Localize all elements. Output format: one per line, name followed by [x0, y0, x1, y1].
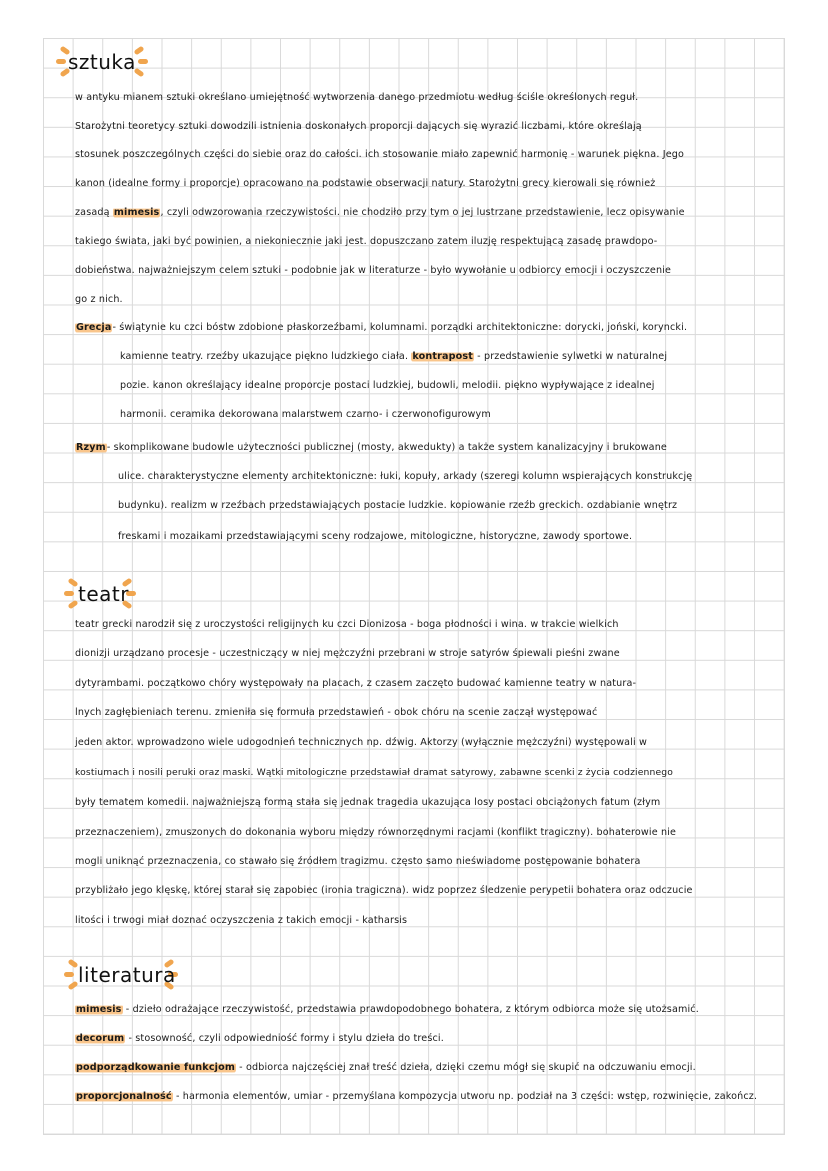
text-line [120, 350, 667, 364]
section-heading-sztuka [68, 50, 136, 74]
text-line: teatr grecki narodził się z uroczystości religijnych ku czci Dionizosa - boga płodności i wina. w trakcie wielkich [75, 619, 619, 630]
text-line: litości i trwogi miał doznać oczyszczenia z takich emocji - katharsis [75, 915, 408, 926]
text-line: go z nich. [75, 294, 123, 305]
text-segment: kamienne teatry. rzeźby ukazujące piękno ludzkiego ciała. [120, 351, 412, 362]
text-line: przybliżało jego klęskę, której starał się zapobiec (ironia tragiczna). widz poprzez śledzenie perypetii bohatera oraz odczucie [75, 885, 693, 896]
text-line: lnych zagłębieniach terenu. zmieniła się formuła przedstawień - obok chóru na scenie zaczął występować [75, 707, 598, 718]
highlighted-term: proporcjonalność [76, 1091, 172, 1102]
text-line: kanon (idealne formy i proporcje) opracowano na podstawie obserwacji natury. Starożytni grecy kierowali się również [75, 178, 656, 189]
text-segment: zasadą [75, 207, 113, 218]
text-line: jeden aktor. wprowadzono wiele udogodnień technicznych np. dźwig. Aktorzy (wyłącznie mężczyźni) występowali w [75, 737, 648, 748]
text-line: harmonii. ceramika dekorowana malarstwem czarno- i czerwonofigurowym [120, 409, 491, 420]
text-line: dobieństwa. najważniejszym celem sztuki - podobnie jak w literaturze - było wywołanie u odbiorcy emocji i oczyszczenie [75, 265, 672, 276]
term-definition-line [75, 1090, 757, 1104]
text-line: budynku). realizm w rzeźbach przedstawiających postacie ludzkie. kopiowanie rzeźb greckich. ozdabianie wnętrz [118, 500, 678, 511]
text-line: w antyku mianem sztuki określano umiejętność wytworzenia danego przedmiotu według ściśle określonych reguł. [75, 92, 639, 103]
heading-text: sztuka [68, 50, 136, 74]
definition-text: - harmonia elementów, umiar - przemyślana kompozycja utworu np. podział na 3 części: wstęp, rozwinięcie, zakończ. [172, 1091, 758, 1102]
text-line: freskami i mozaikami przedstawiającymi sceny rodzajowe, mitologiczne, historyczne, zawody sportowe. [118, 531, 633, 542]
definition-text: - stosowność, czyli odpowiedniość formy i stylu dzieła do treści. [125, 1033, 444, 1044]
term-definition-line [75, 1032, 444, 1046]
section-heading-literatura [78, 963, 176, 987]
highlighted-term: podporządkowanie funkcjom [76, 1062, 235, 1073]
rzym-entry-line [75, 441, 667, 455]
term-definition-line [75, 1003, 699, 1017]
text-line: dytyrambami. początkowo chóry występowały na placach, z czasem zaczęto budować kamienne teatry w natura- [75, 678, 637, 689]
text-line: takiego świata, jaki być powinien, a niekoniecznie jaki jest. dopuszczano zatem iluzję respektującą zasadę prawdopo- [75, 236, 658, 247]
highlighted-term: decorum [76, 1033, 125, 1044]
term-definition-line [75, 1061, 696, 1075]
section-heading-teatr [78, 582, 129, 606]
highlighted-term-mimesis: mimesis [113, 207, 160, 218]
text-segment: - skomplikowane budowle użyteczności publicznej (mosty, akwedukty) a także system kanalizacyjny i brukowane [106, 442, 667, 453]
text-line: przeznaczeniem), zmuszonych do dokonania wyboru między równorzędnymi racjami (konflikt tragiczny). bohaterowie nie [75, 827, 677, 838]
highlighted-term-kontrapost: kontrapost [412, 351, 473, 362]
text-line: były tematem komedii. najważniejszą formą stała się jednak tragedia ukazująca losy postaci obciążonych fatum (złym [75, 797, 661, 808]
heading-text: literatura [78, 963, 176, 987]
text-line: stosunek poszczególnych części do siebie oraz do całości. ich stosowanie miało zapewnić harmonię - warunek piękna. Jego [75, 149, 685, 160]
text-segment: , czyli odwzorowania rzeczywistości. nie chodziło przy tym o jej lustrzane przedstawienie, lecz opisywanie [160, 207, 685, 218]
definition-text: - odbiorca najczęściej znał treść dzieła, dzięki czemu mógł się skupić na odczuwaniu emocji. [235, 1062, 696, 1073]
grecja-entry-line [75, 321, 687, 335]
text-line [75, 206, 685, 220]
text-segment: - przedstawienie sylwetki w naturalnej [473, 351, 668, 362]
highlighted-label-grecja: Grecja [76, 322, 112, 333]
text-line: pozie. kanon określający idealne proporcje postaci ludzkiej, budowli, melodii. piękno wypływające z idealnej [120, 380, 655, 391]
text-line: kostiumach i nosili peruki oraz maski. Wątki mitologiczne przedstawiał dramat satyrowy, zabawne scenki z życia codziennego [75, 767, 674, 778]
text-line: dionizji urządzano procesje - uczestniczący w niej mężczyźni przebrani w stroje satyrów śpiewali pieśni zwane [75, 648, 620, 659]
text-line: mogli uniknąć przeznaczenia, co stawało się źródłem tragizmu. często samo nieświadome postępowanie bohatera [75, 856, 641, 867]
highlighted-label-rzym: Rzym [76, 442, 106, 453]
definition-text: - dzieło odrażające rzeczywistość, przedstawia prawdopodobnego bohatera, z którym odbiorca może się utożsamić. [122, 1004, 699, 1015]
text-line: ulice. charakterystyczne elementy architektoniczne: łuki, kopuły, arkady (szeregi kolumn wspierających konstrukcję [118, 471, 693, 482]
highlighted-term: mimesis [76, 1004, 122, 1015]
text-line: Starożytni teoretycy sztuki dowodzili istnienia doskonałych proporcji dających się wyrazić liczbami, które określają [75, 121, 642, 132]
text-segment: - świątynie ku czci bóstw zdobione płaskorzeźbami, kolumnami. porządki architektoniczne: dorycki, joński, koryncki. [112, 322, 688, 333]
heading-text: teatr [78, 582, 129, 606]
